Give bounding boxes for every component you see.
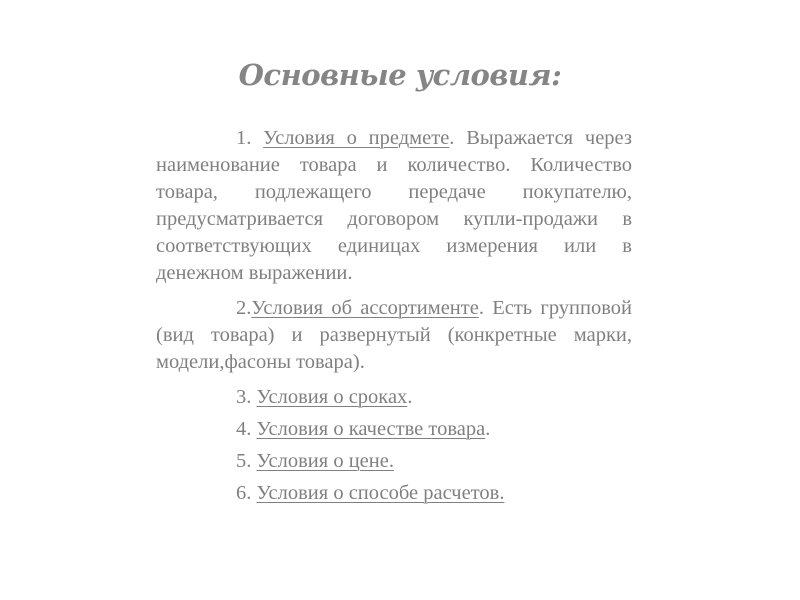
condition-item-payment [156,480,632,507]
condition-heading-subject: Условия о предмете [263,127,450,149]
condition-item-terms [156,384,632,411]
condition-heading-payment: Условия о способе расчетов. [256,482,505,504]
item-number: 1. [236,127,264,149]
condition-item-quality [156,416,632,443]
item-number: 5. [236,450,257,472]
condition-heading-terms: Условия о сроках [256,386,408,408]
condition-suffix: . [407,386,413,408]
condition-item-price [156,448,632,475]
condition-heading-quality: Условия о качестве товара [256,418,486,440]
condition-heading-price: Условия о цене. [256,450,394,472]
condition-heading-assortment: Условия об ассортименте [251,297,479,319]
item-number: 2. [236,297,252,319]
conditions-list [156,125,632,512]
condition-description: . Выражается через наименование товара и количество. Количество товара, подлежащего передаче покупателю, предусматривается договором купли-продажи в соответствующих единицах измерения или в денежном выражении. [156,127,632,284]
slide-title: Основные условия: [238,58,562,92]
condition-item-assortment [156,295,632,376]
condition-item-subject [156,125,632,287]
condition-suffix: . [485,418,491,440]
condition-description: . Есть групповой (вид товара) и развернутый (конкретные марки, модели,фасоны товара). [156,297,632,373]
item-number: 3. [236,386,257,408]
item-number: 4. [236,418,257,440]
item-number: 6. [236,482,257,504]
